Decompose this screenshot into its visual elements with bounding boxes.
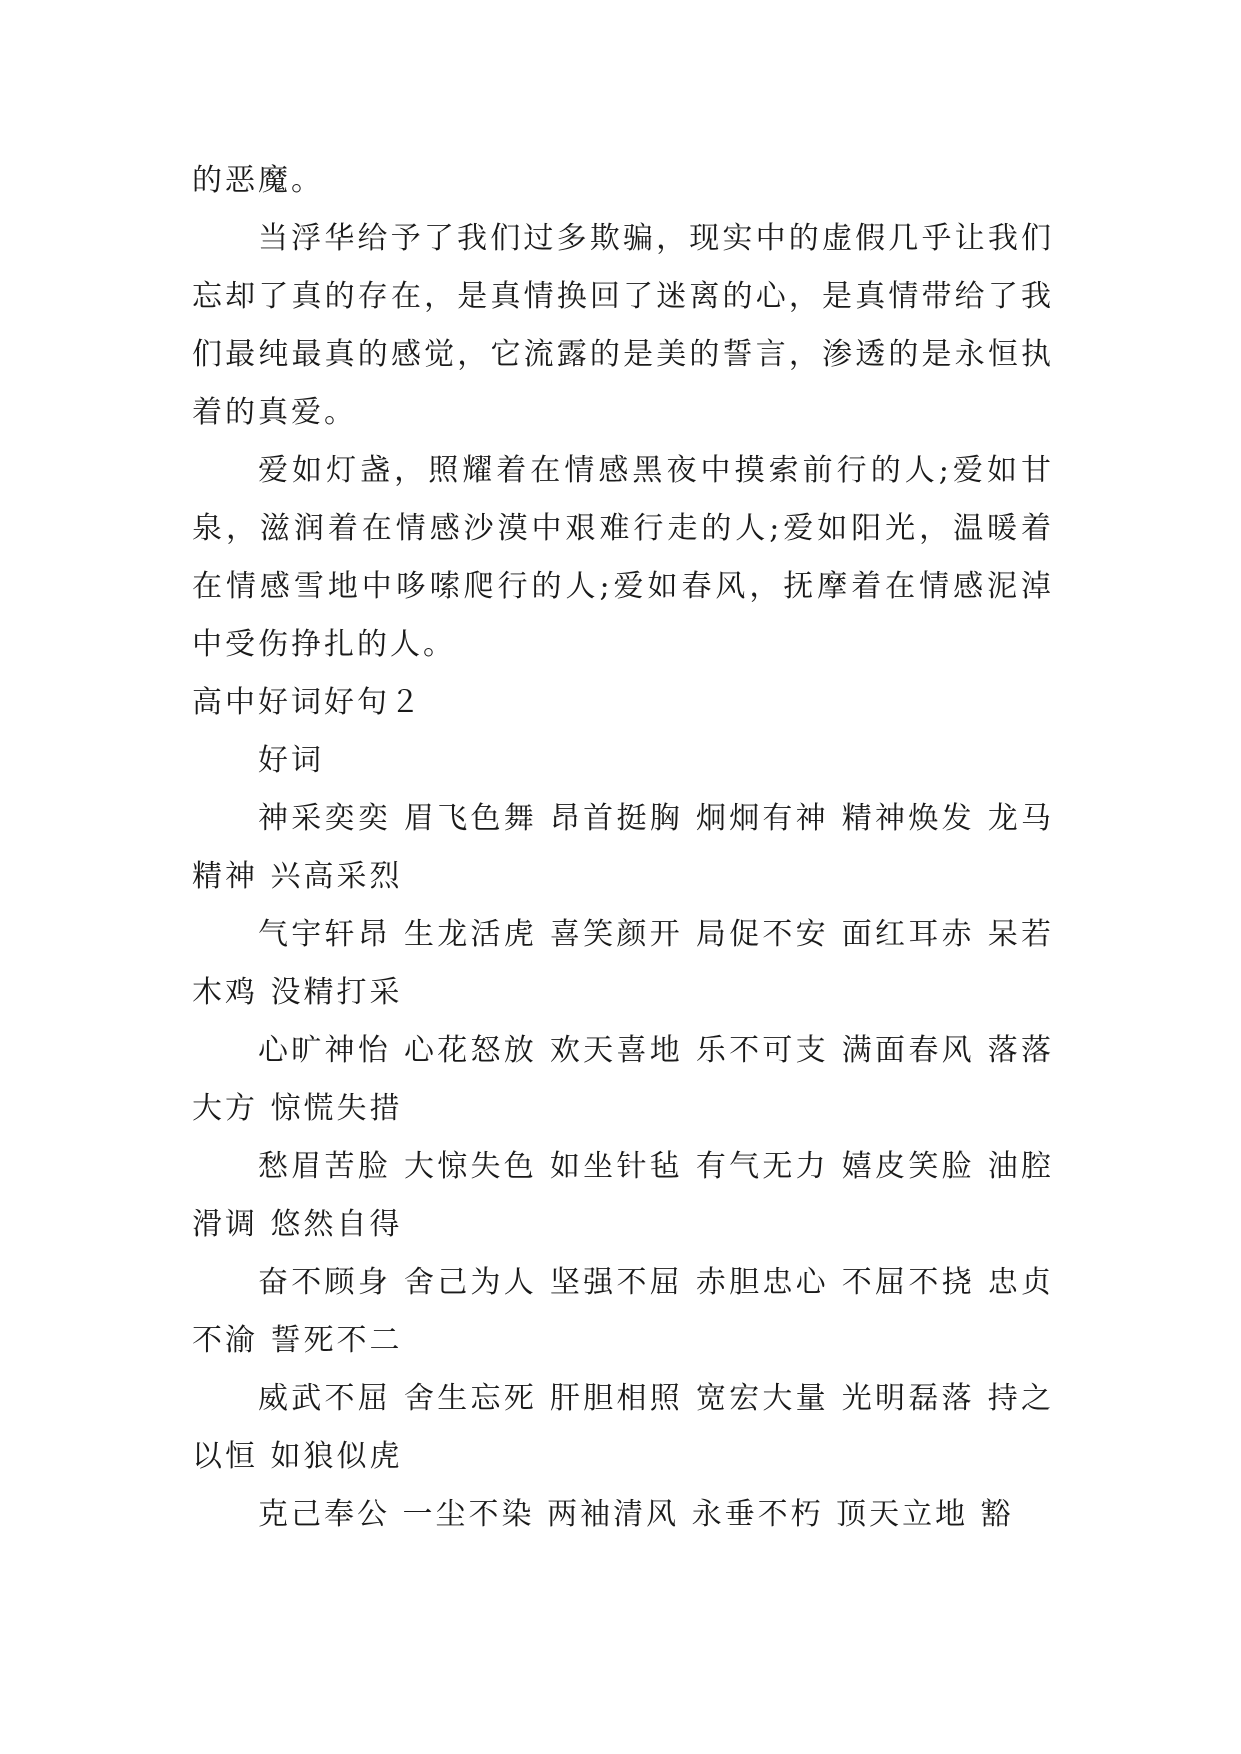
word-line-3: 心旷神怡 心花怒放 欢天喜地 乐不可支 满面春风 落落大方 惊慌失措 <box>192 1033 1054 1126</box>
word-line-6: 威武不屈 舍生忘死 肝胆相照 宽宏大量 光明磊落 持之以恒 如狼似虎 <box>192 1381 1054 1474</box>
word-line-1: 神采奕奕 眉飞色舞 昂首挺胸 炯炯有神 精神焕发 龙马精神 兴高采烈 <box>192 801 1054 894</box>
paragraph-true-love: 当浮华给予了我们过多欺骗，现实中的虚假几乎让我们忘却了真的存在，是真情换回了迷离的心，是真情带给了我们最纯最真的感觉，它流露的是美的誓言，渗透的是永恒执着的真爱。 <box>192 221 1054 430</box>
subsection-label: 好词 <box>258 743 324 778</box>
word-line-4: 愁眉苦脸 大惊失色 如坐针毡 有气无力 嬉皮笑脸 油腔滑调 悠然自得 <box>192 1149 1054 1242</box>
paragraph-continuation: 的恶魔。 <box>192 163 324 198</box>
word-line-7: 克己奉公 一尘不染 两袖清风 永垂不朽 顶天立地 豁 <box>258 1497 1014 1532</box>
document-body <box>192 152 1054 1544</box>
paragraph-love-metaphors: 爱如灯盏，照耀着在情感黑夜中摸索前行的人;爱如甘泉，滋润着在情感沙漠中艰难行走的人;爱如阳光，温暖着在情感雪地中哆嗦爬行的人;爱如春风，抚摩着在情感泥淖中受伤挣扎的人。 <box>192 453 1054 662</box>
word-line-5: 奋不顾身 舍己为人 坚强不屈 赤胆忠心 不屈不挠 忠贞不渝 誓死不二 <box>192 1265 1054 1358</box>
word-line-2: 气宇轩昂 生龙活虎 喜笑颜开 局促不安 面红耳赤 呆若木鸡 没精打采 <box>192 917 1054 1010</box>
section-title: 高中好词好句２ <box>192 685 423 720</box>
